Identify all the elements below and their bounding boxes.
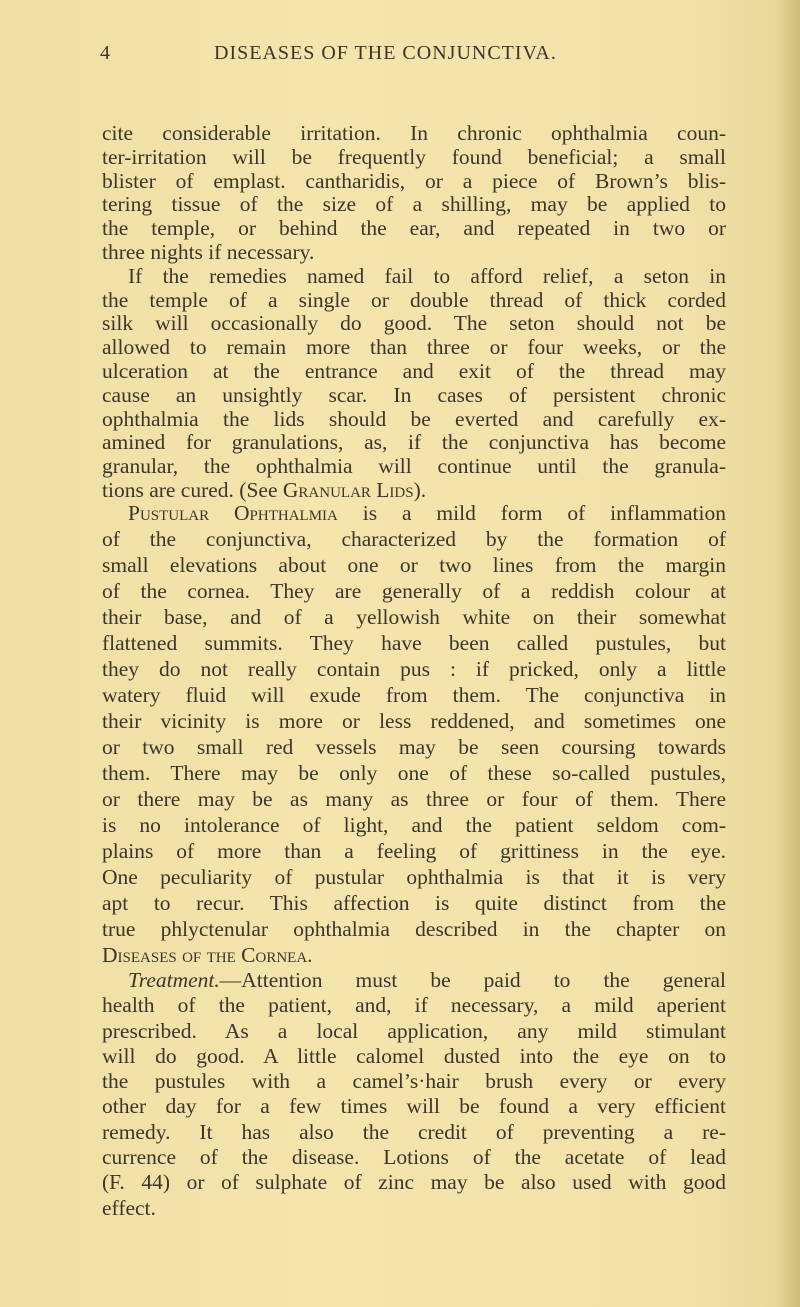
text-line [102,604,726,630]
text-line [102,241,726,265]
page-number: 4 [100,42,111,64]
text-line [102,384,726,408]
text-block [102,968,726,1221]
text-line [102,942,726,968]
small-caps-text: Granular Lids [282,477,414,502]
text-line [102,217,726,241]
text-line [102,630,726,656]
text-segment: the temple of a single or double thread of thick corded [102,287,726,312]
small-caps-text: Pustular Ophthalmia [128,501,338,525]
italic-text: Treatment. [128,968,220,992]
text-segment: ophthalmia the lids should be everted and carefully ex- [102,406,726,431]
text-segment: ulceration at the entrance and exit of the thread may [102,358,726,383]
paragraph [102,500,726,968]
small-caps-text: Diseases of the Cornea. [102,943,313,967]
text-line [102,455,726,479]
text-line [102,526,726,552]
text-line [102,1145,726,1170]
text-segment: apt to recur. This affection is quite distinct from the [102,891,726,915]
text-segment: cause an unsightly scar. In cases of persistent chronic [102,382,726,407]
text-line [102,1170,726,1195]
text-segment: watery fluid will exude from them. The conjunctiva in [102,683,726,707]
text-segment: of the conjunctiva, characterized by the formation of [102,527,726,551]
text-line [102,916,726,942]
text-block [102,122,726,503]
text-line [102,146,726,170]
text-line [102,786,726,812]
text-segment: remedy. It has also the credit of preventing a re- [102,1119,726,1144]
text-segment: or there may be as many as three or four of them. There [102,787,726,811]
text-line [102,360,726,384]
text-segment: they do not really contain pus : if pricked, only a little [102,657,726,681]
text-line [102,1094,726,1119]
text-line [102,289,726,313]
text-segment: other day for a few times will be found a very efficient [102,1094,726,1119]
text-segment: currence of the disease. Lotions of the acetate of lead [102,1145,726,1170]
text-line [102,968,726,993]
text-segment: their base, and of a yellowish white on their somewhat [102,605,726,629]
text-segment: of the cornea. They are generally of a reddish colour at [102,579,726,603]
text-line [102,552,726,578]
text-segment: One peculiarity of pustular ophthalmia is that it is very [102,865,726,889]
text-segment: —Attention must be paid to the general [219,968,726,992]
text-line [102,1196,726,1221]
text-segment: cite considerable irritation. In chronic ophthalmia coun- [102,121,726,145]
text-segment: three nights if necessary. [102,239,315,264]
text-segment: true phlyctenular ophthalmia described in the chapter on [102,917,726,941]
text-segment: is a mild form of inflammation [337,501,727,525]
text-segment: ter-irritation will be frequently found beneficial; a small [102,144,726,169]
text-segment: amined for granulations, as, if the conjunctiva has become [102,430,726,455]
running-title: DISEASES OF THE CONJUNCTIVA. [214,42,557,64]
text-segment: will do good. A little calomel dusted into the eye on to [102,1043,726,1068]
text-line [102,1069,726,1094]
text-line [102,336,726,360]
text-line [102,656,726,682]
text-segment: is no intolerance of light, and the patient seldom com- [102,813,726,837]
text-line [102,734,726,760]
text-line [102,408,726,432]
text-line [102,578,726,604]
text-line [102,1044,726,1069]
paragraph [102,265,726,503]
text-line [102,864,726,890]
text-line [102,682,726,708]
text-line [102,122,726,146]
text-line [102,1120,726,1145]
text-segment: the temple, or behind the ear, and repeated in two or [102,216,726,241]
text-line [102,838,726,864]
text-segment: health of the patient, and, if necessary, a mild aperient [102,993,726,1018]
text-segment: small elevations about one or two lines from the margin [102,553,726,577]
text-segment: plains of more than a feeling of grittiness in the eye. [102,839,726,863]
text-line [102,760,726,786]
text-line [102,312,726,336]
text-line [102,708,726,734]
text-segment: blister of emplast. cantharidis, or a piece of Brown’s blis- [102,168,726,193]
text-segment: flattened summits. They have been called pustules, but [102,631,726,655]
text-segment: silk will occasionally do good. The seton should not be [102,311,726,336]
paragraph [102,122,726,265]
text-segment: ). [413,477,427,502]
text-line [102,265,726,289]
text-line [102,170,726,194]
text-line [102,500,726,526]
text-segment: them. There may be only one of these so-called pustules, [102,761,726,785]
text-segment: tering tissue of the size of a shilling, may be applied to [102,192,726,217]
text-block [102,500,726,968]
text-segment: granular, the ophthalmia will continue until the granula- [102,454,726,479]
text-line [102,890,726,916]
text-line [102,993,726,1018]
text-segment: their vicinity is more or less reddened, and sometimes one [102,709,726,733]
text-segment: effect. [102,1195,156,1220]
text-segment: If the remedies named fail to afford relief, a seton in [128,263,726,288]
text-line [102,431,726,455]
text-segment: or two small red vessels may be seen coursing towards [102,735,726,759]
text-segment: (F. 44) or of sulphate of zinc may be also used with good [102,1170,726,1195]
paragraph [102,968,726,1221]
text-segment: allowed to remain more than three or four weeks, or the [102,335,726,360]
text-line [102,812,726,838]
text-segment: tions are cured. (See [102,477,283,502]
text-line [102,193,726,217]
text-segment: prescribed. As a local application, any mild stimulant [102,1018,726,1043]
text-line [102,1019,726,1044]
text-segment: the pustules with a camel’s·hair brush every or every [102,1069,726,1094]
